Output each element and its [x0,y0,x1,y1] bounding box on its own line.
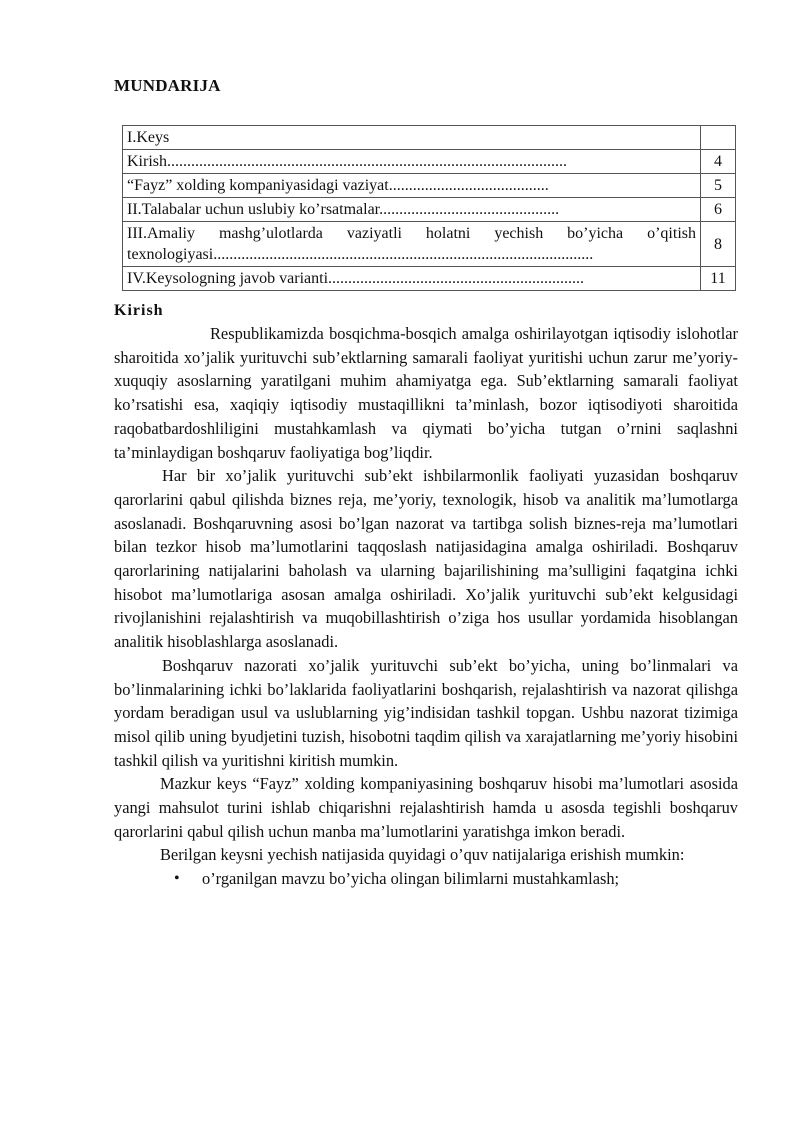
section-body [114,322,738,891]
paragraph: Respublikamizda bosqichma-bosqich amalga oshirilayotgan iqtisodiy islohotlar sharoitida xo’jalik yurituvchi sub’ektlarning samarali faoliyat yuritishi uchun zarur me’yoriy-xuquqiy asoslarning yaratilgani muhim ahamiyatga ega. Sub’ektlarning samarali faoliyat ko’rsatishi esa, xaqiqiy iqtisodiy mustaqillikni ta’minlash, bozor iqtisodiyoti sharoitida raqobatbardoshliligini mustahkamlash va qiymati bo’yicha tutgan o’rnini saqlashni ta’minlaydigan boshqaruv faoliyatiga bog’liqdir. [114,324,738,462]
toc-row-label: I.Keys [123,126,701,150]
toc-row [123,222,736,267]
paragraph: Boshqaruv nazorati xo’jalik yurituvchi sub’ekt bo’yicha, uning bo’linmalari va bo’linmalarining ichki bo’laklarida faoliyatlarini boshqarish, rejalashtirish va nazorat qilishga yordam beradigan usul va uslublarning yig’indisidan tashkil topgan. Ushbu nazorat tizimiga misol qilib uning byudjetini tuzish, hisobotni taqdim qilish va xarajatlarning me’yoriy hisobini tashkil qilish va yuritishni kiritish mumkin. [114,655,738,770]
list-item-text: o’rganilgan mavzu bo’yicha olingan bilimlarni mustahkamlash; [202,869,620,889]
toc-row-page: 11 [701,267,736,291]
toc-row-page: 5 [701,174,736,198]
toc-row [123,150,736,174]
toc-row-page: 4 [701,150,736,174]
list-item [114,867,738,891]
paragraph: Har bir xo’jalik yurituvchi sub’ekt ishbilarmonlik faoliyati yuzasidan boshqaruv qarorlarini qabul qilishda biznes reja, me’yoriy, texnologik, hisob va analitik ma’lumotlarga asoslanadi. Boshqaruvning asosi bo’lgan nazorat va tartibga solish biznes-reja ma’lumotlari bilan tezkor hisob ma’lumotlarini taqqoslash natijasidagina amalga oshiriladi. Boshqaruv qarorlarining natijalarini baholash va ularning bajarilishining ma’sulligini faqatgina ichki hisobot ma’lumotlariga asosan amalga oshiriladi. Xo’jalik yurituvchi sub’ekt kelgusidagi rivojlanishini rejalashtirish va muqobillashtirish o’ziga hos usullar yordamida hisoblangan analitik hisoblashlarga asoslanadi. [114,466,738,652]
section-heading: Kirish [114,302,164,319]
toc-row-page [701,126,736,150]
toc-row-label: IV.Keysologning javob varianti................................................................ [123,267,701,291]
toc-row-page: 8 [701,222,736,267]
toc-row-page: 6 [701,198,736,222]
bullet-icon: • [174,870,180,888]
toc-table [122,125,736,291]
toc-title: MUNDARIJA [114,76,221,95]
toc-row-label: III.Amaliy mashg’ulotlarda vaziyatli holatni yechish bo’yicha o’qitish texnologiyasi............................................................................................... [123,222,701,267]
paragraph: Mazkur keys “Fayz” xolding kompaniyasining boshqaruv hisobi ma’lumotlari asosida yangi mahsulot turini ishlab chiqarishni rejalashtirish hamda u asosda tegishli boshqaruv qarorlarini qabul qilish uchun manba ma’lumotlarini yaratishga imkon beradi. [114,774,738,841]
paragraph: Berilgan keysni yechish natijasida quyidagi o’quv natijalariga erishish mumkin: [160,845,685,865]
toc-row-label: “Fayz” xolding kompaniyasidagi vaziyat........................................ [123,174,701,198]
toc-row-label: II.Talabalar uchun uslubiy ko’rsatmalar............................................. [123,198,701,222]
toc-row [123,126,736,150]
toc-row-label: Kirish.................................................................................................... [123,150,701,174]
toc-row [123,174,736,198]
toc-row [123,267,736,291]
toc-row [123,198,736,222]
bullet-list [114,867,738,891]
